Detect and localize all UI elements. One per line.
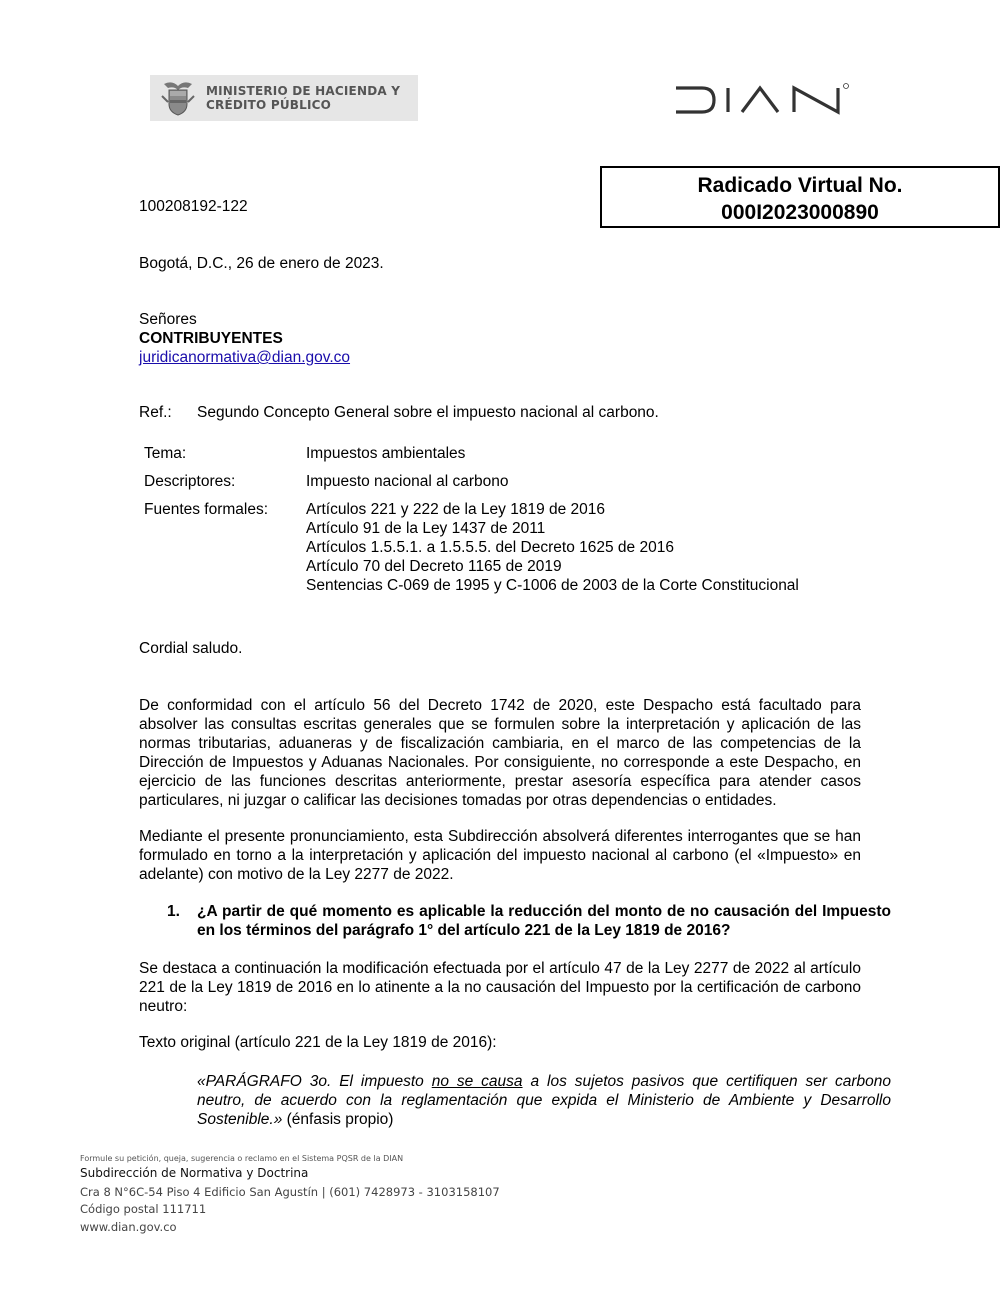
question-1-number: 1. bbox=[167, 903, 180, 920]
greeting: Cordial saludo. bbox=[139, 640, 243, 657]
radicado-box bbox=[600, 166, 1000, 228]
tema-label: Tema: bbox=[144, 445, 187, 462]
footer-postal: Código postal 111711 bbox=[80, 1202, 207, 1216]
document-date: Bogotá, D.C., 26 de enero de 2023. bbox=[139, 255, 384, 272]
fuente-item: Sentencias C-069 de 1995 y C-1006 de 2003 de la Corte Constitucional bbox=[306, 577, 799, 594]
paragraph-2: Mediante el presente pronunciamiento, esta Subdirección absolverá diferentes interrogantes que se han formulado en torno a la interpretación y aplicación del impuesto nacional al carbono (el «Impuesto» en adelante) con motivo de la Ley 2277 de 2022. bbox=[139, 828, 861, 883]
colombia-coat-of-arms-icon bbox=[158, 78, 198, 118]
tema-value: Impuestos ambientales bbox=[306, 445, 466, 462]
meta-row-fuentes bbox=[140, 500, 799, 595]
footer-office: Subdirección de Normativa y Doctrina bbox=[80, 1166, 309, 1180]
descriptores-label: Descriptores: bbox=[144, 473, 236, 490]
footer-web[interactable]: www.dian.gov.co bbox=[80, 1220, 177, 1234]
descriptores-value: Impuesto nacional al carbono bbox=[306, 473, 509, 490]
paragraph-4: Texto original (artículo 221 de la Ley 1819 de 2016): bbox=[139, 1034, 497, 1051]
paragraph-1: De conformidad con el artículo 56 del Decreto 1742 de 2020, este Despacho está facultado para absolver las consultas escritas generales que se formulen sobre la interpretación y aplicación de las normas tributarias, aduaneras y de fiscalización cambiaria, en el marco de las competencias de la Dirección de Impuestos y Aduanas Nacionales. Por consiguiente, no corresponde a este Despacho, en ejercicio de las funciones descritas anteriormente, prestar asesoría específica para atender casos particulares, ni juzgar o calificar las decisiones tomadas por otras dependencias o entidades. bbox=[139, 697, 861, 809]
radicado-label: Radicado Virtual No. bbox=[697, 174, 903, 197]
ministry-name-line1: MINISTERIO DE HACIENDA Y bbox=[206, 84, 401, 98]
fuentes-label: Fuentes formales: bbox=[144, 501, 269, 518]
recipient-email-link[interactable]: juridicanormativa@dian.gov.co bbox=[139, 349, 351, 366]
paragraph-3: Se destaca a continuación la modificación efectuada por el artículo 47 de la Ley 2277 de 2022 al artículo 221 de la Ley 1819 de 2016 en lo atinente a la no causación del Impuesto por la certificación de carbono neutro: bbox=[139, 960, 861, 1015]
fuente-item: Artículos 1.5.5.1. a 1.5.5.5. del Decreto 1625 de 2016 bbox=[306, 539, 674, 556]
quote-underlined: no se causa bbox=[431, 1073, 523, 1090]
footer-address: Cra 8 N°6C-54 Piso 4 Edificio San Agustín | (601) 7428973 - 3103158107 bbox=[80, 1185, 500, 1199]
fuente-item: Artículo 91 de la Ley 1437 de 2011 bbox=[306, 520, 546, 537]
quote-part-1: «PARÁGRAFO 3o. El impuesto bbox=[197, 1073, 432, 1090]
fuente-item: Artículos 221 y 222 de la Ley 1819 de 2016 bbox=[306, 501, 606, 518]
ministry-name bbox=[206, 84, 400, 112]
ministry-logo bbox=[150, 75, 418, 121]
footer-pqsr: Formule su petición, queja, sugerencia o reclamo en el Sistema PQSR de la DIAN bbox=[80, 1154, 404, 1163]
fuente-item: Artículo 70 del Decreto 1165 de 2019 bbox=[306, 558, 562, 575]
legal-quote bbox=[197, 1072, 891, 1129]
dian-logo bbox=[672, 80, 852, 120]
question-1-text: ¿A partir de qué momento es aplicable la reducción del monto de no causación del Impuesto en los términos del parágrafo 1° del artículo 221 de la Ley 1819 de 2016? bbox=[197, 903, 891, 939]
quote-part-2: a los sujetos pasivos que certifiquen ser carbono neutro, de acuerdo con la reglamentación que expida el Ministerio de Ambiente y Desarrollo Sostenible.» bbox=[197, 1073, 891, 1128]
ref-text: Segundo Concepto General sobre el impuesto nacional al carbono. bbox=[197, 404, 659, 421]
meta-row-descriptores bbox=[140, 472, 799, 500]
fuentes-list bbox=[302, 500, 799, 595]
document-number: 100208192-122 bbox=[139, 198, 248, 215]
metadata-table bbox=[140, 444, 799, 595]
question-1 bbox=[167, 902, 891, 940]
ref-label: Ref.: bbox=[139, 404, 172, 421]
ministry-name-line2: CRÉDITO PÚBLICO bbox=[206, 98, 332, 112]
recipient-salutation: Señores bbox=[139, 311, 197, 328]
meta-row-tema bbox=[140, 444, 799, 472]
radicado-number: 000I2023000890 bbox=[721, 201, 879, 224]
quote-suffix: (énfasis propio) bbox=[282, 1111, 394, 1128]
recipient-name: CONTRIBUYENTES bbox=[139, 330, 283, 347]
